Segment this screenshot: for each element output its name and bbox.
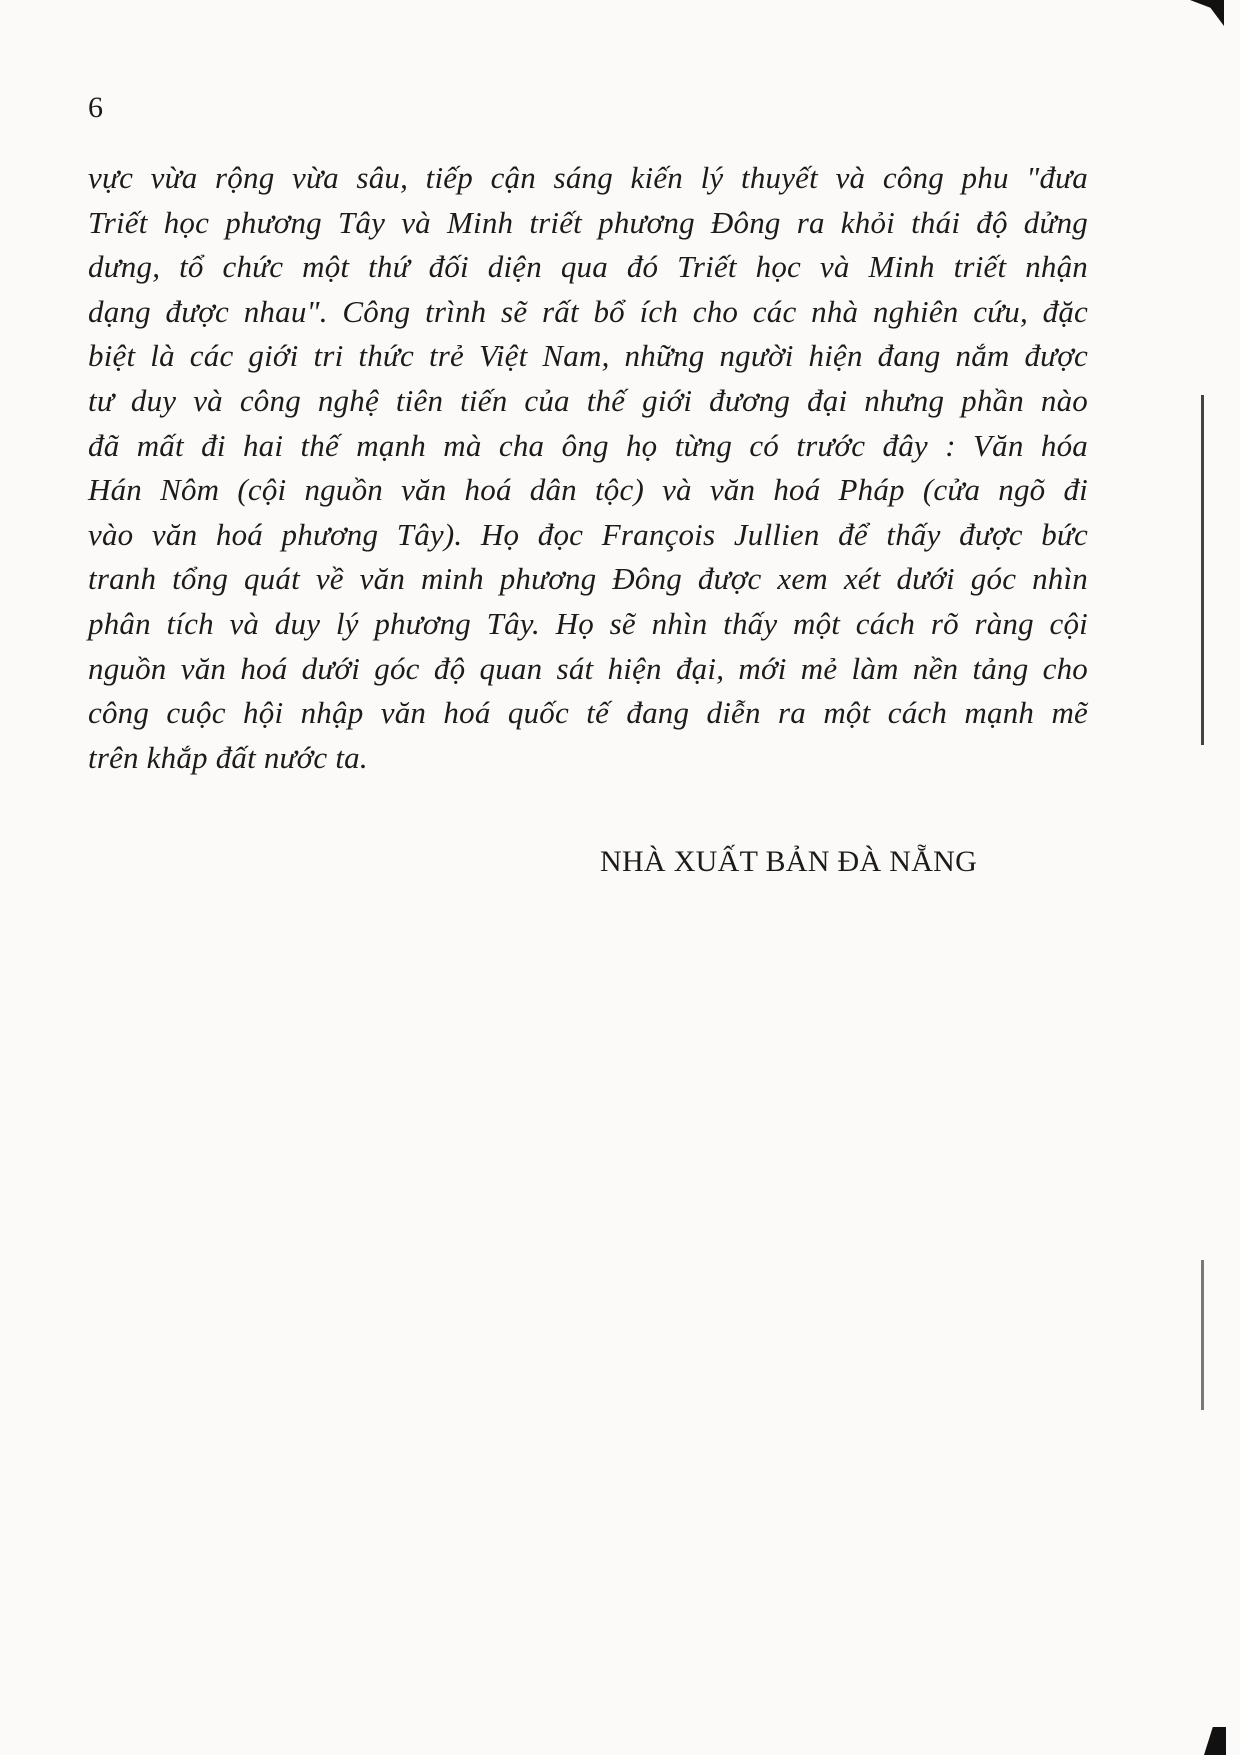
text-line: công cuộc hội nhập văn hoá quốc tế đang diễn ra một cách mạnh mẽ [88, 695, 1088, 731]
text-line: vực vừa rộng vừa sâu, tiếp cận sáng kiến lý thuyết và công phu "đưa [88, 160, 1088, 195]
scan-edge-line [1201, 1260, 1204, 1410]
scan-artifact-top [1190, 0, 1224, 26]
text-line: dạng được nhau". Công trình sẽ rất bổ ích cho các nhà nghiên cứu, đặc [88, 293, 1088, 329]
text-line: tư duy và công nghệ tiên tiến của thế giới đương đại nhưng phần nào [88, 382, 1088, 418]
text-line: Hán Nôm (cội nguồn văn hoá dân tộc) và văn hoá Pháp (cửa ngõ đi [88, 472, 1088, 508]
text-line: trên khắp đất nước ta. [88, 739, 368, 775]
text-line: đã mất đi hai thế mạnh mà cha ông họ từng có trước đây : Văn hóa [88, 427, 1088, 463]
scan-artifact-bottom [1204, 1727, 1226, 1755]
publisher-signature: NHÀ XUẤT BẢN ĐÀ NẴNG [600, 845, 978, 878]
text-line: biệt là các giới tri thức trẻ Việt Nam, những người hiện đang nắm được [88, 338, 1088, 374]
text-line: dưng, tổ chức một thứ đối diện qua đó Triết học và Minh triết nhận [88, 249, 1088, 285]
body-paragraph [88, 156, 1088, 780]
text-line: vào văn hoá phương Tây). Họ đọc François Jullien để thấy được bức [88, 516, 1088, 552]
scan-edge-line [1201, 395, 1204, 745]
text-line: phân tích và duy lý phương Tây. Họ sẽ nhìn thấy một cách rõ ràng cội [88, 605, 1088, 641]
text-line: tranh tổng quát về văn minh phương Đông được xem xét dưới góc nhìn [88, 561, 1088, 597]
text-line: Triết học phương Tây và Minh triết phương Đông ra khỏi thái độ dửng [88, 204, 1088, 240]
page-number: 6 [88, 91, 103, 124]
text-line: nguồn văn hoá dưới góc độ quan sát hiện đại, mới mẻ làm nền tảng cho [88, 650, 1088, 686]
